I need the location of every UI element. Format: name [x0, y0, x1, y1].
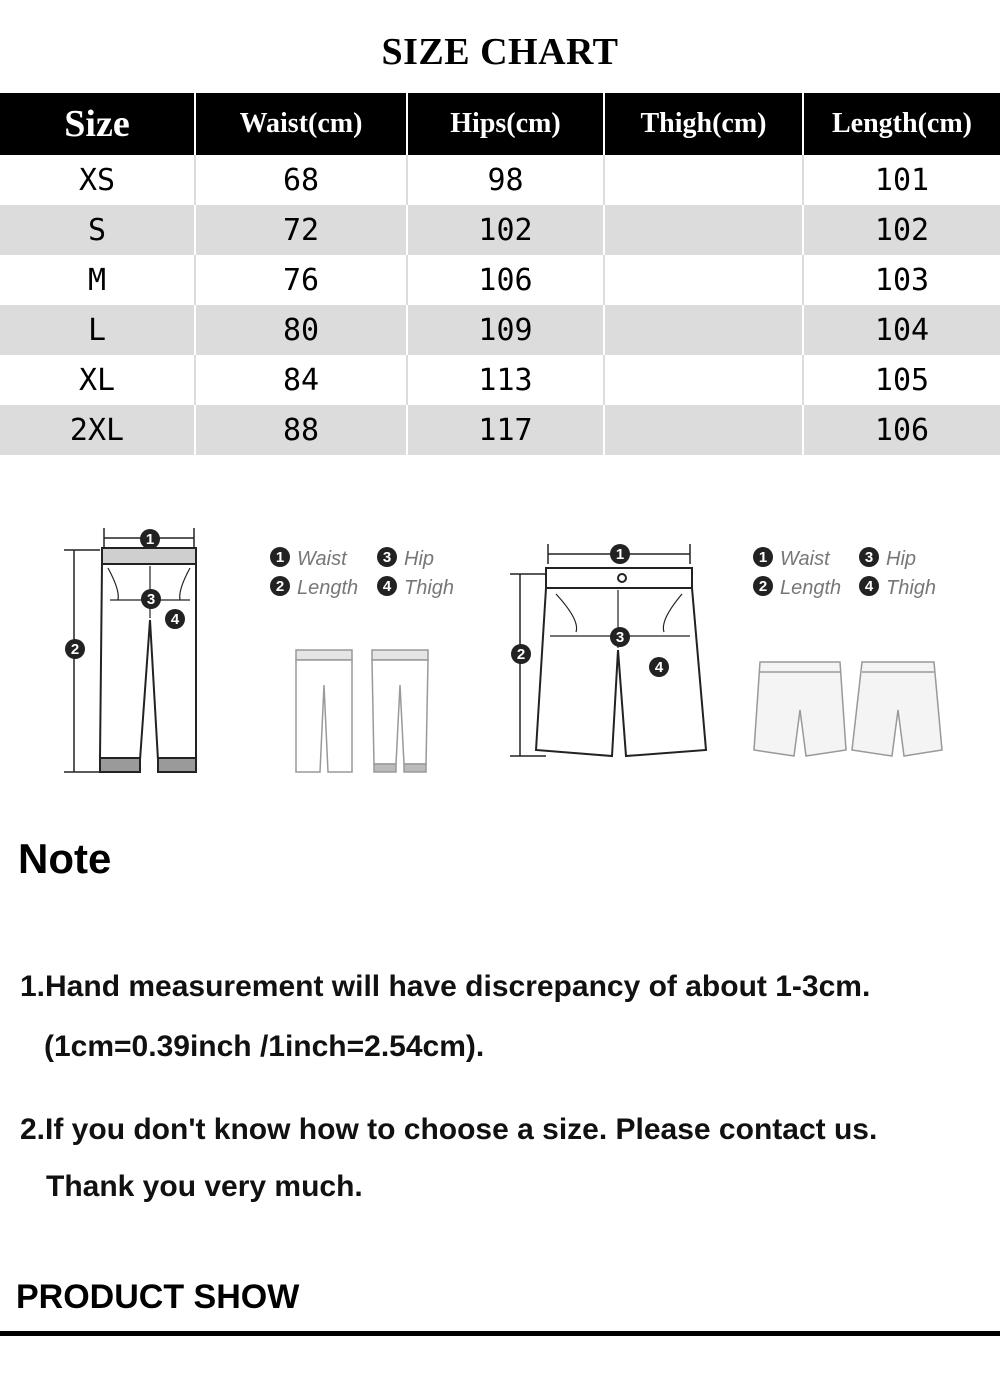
cell-waist: 88: [195, 405, 407, 455]
cell-hips: 98: [407, 155, 604, 205]
table-row: [0, 355, 1000, 405]
header-thigh: Thigh(cm): [604, 93, 803, 155]
measurement-diagrams: [0, 510, 1000, 800]
cell-thigh: [604, 205, 803, 255]
svg-text:3: 3: [864, 549, 874, 566]
note-heading: Note: [18, 835, 112, 882]
note-line-2b: Thank you very much.: [46, 1170, 363, 1203]
cell-length: 104: [803, 305, 1000, 355]
cell-waist: 68: [195, 155, 407, 205]
svg-text:2: 2: [516, 646, 526, 663]
cell-waist: 72: [195, 205, 407, 255]
cell-size: M: [0, 255, 195, 305]
header-length: Length(cm): [803, 93, 1000, 155]
cell-size: XS: [0, 155, 195, 205]
header-size: Size: [0, 93, 195, 155]
svg-text:1: 1: [615, 546, 625, 563]
shorts-measurement-diagram: [510, 544, 706, 756]
svg-text:3: 3: [382, 549, 392, 566]
pants-thumbnails: [296, 650, 428, 772]
cell-length: 102: [803, 205, 1000, 255]
note-line-2: 2.If you don't know how to choose a size. Please contact us.: [20, 1113, 878, 1146]
legend-shorts: [753, 547, 936, 599]
svg-text:1: 1: [145, 531, 155, 548]
svg-text:Hip: Hip: [404, 548, 435, 570]
cell-waist: 84: [195, 355, 407, 405]
svg-text:Length: Length: [780, 577, 842, 599]
svg-text:2: 2: [70, 641, 80, 658]
cell-waist: 80: [195, 305, 407, 355]
cell-length: 103: [803, 255, 1000, 305]
svg-text:Waist: Waist: [297, 548, 347, 570]
cell-size: 2XL: [0, 405, 195, 455]
cell-thigh: [604, 255, 803, 305]
svg-text:2: 2: [758, 578, 768, 595]
svg-text:4: 4: [382, 578, 392, 595]
size-chart-table: [0, 93, 1000, 455]
svg-text:2: 2: [275, 578, 285, 595]
cell-thigh: [604, 155, 803, 205]
svg-text:4: 4: [864, 578, 874, 595]
cell-thigh: [604, 355, 803, 405]
note-line-1b: (1cm=0.39inch /1inch=2.54cm).: [44, 1030, 485, 1063]
divider: [0, 1331, 1000, 1336]
cell-length: 101: [803, 155, 1000, 205]
svg-text:Hip: Hip: [886, 548, 917, 570]
table-row: [0, 205, 1000, 255]
svg-text:Length: Length: [297, 577, 359, 599]
svg-text:Thigh: Thigh: [886, 577, 937, 599]
svg-text:Thigh: Thigh: [404, 577, 455, 599]
svg-text:1: 1: [758, 549, 768, 566]
cell-size: L: [0, 305, 195, 355]
svg-text:3: 3: [146, 591, 156, 608]
svg-text:4: 4: [654, 659, 664, 676]
page-title: SIZE CHART: [381, 31, 619, 73]
svg-text:4: 4: [170, 611, 180, 628]
product-show-heading: PRODUCT SHOW: [16, 1278, 300, 1316]
header-hips: Hips(cm): [407, 93, 604, 155]
table-row: [0, 405, 1000, 455]
table-row: [0, 155, 1000, 205]
cell-hips: 102: [407, 205, 604, 255]
cell-thigh: [604, 405, 803, 455]
shorts-thumbnails: [754, 662, 942, 756]
cell-hips: 113: [407, 355, 604, 405]
table-row: [0, 305, 1000, 355]
legend-pants: [270, 547, 454, 599]
cell-thigh: [604, 305, 803, 355]
cell-size: S: [0, 205, 195, 255]
svg-text:3: 3: [615, 629, 625, 646]
cell-size: XL: [0, 355, 195, 405]
svg-text:1: 1: [275, 549, 285, 566]
cell-length: 106: [803, 405, 1000, 455]
cell-hips: 109: [407, 305, 604, 355]
table-row: [0, 255, 1000, 305]
note-line-1: 1.Hand measurement will have discrepancy of about 1-3cm.: [20, 970, 871, 1003]
table-header-row: [0, 93, 1000, 155]
cell-hips: 117: [407, 405, 604, 455]
cell-length: 105: [803, 355, 1000, 405]
header-waist: Waist(cm): [195, 93, 407, 155]
cell-waist: 76: [195, 255, 407, 305]
cell-hips: 106: [407, 255, 604, 305]
svg-text:Waist: Waist: [780, 548, 830, 570]
